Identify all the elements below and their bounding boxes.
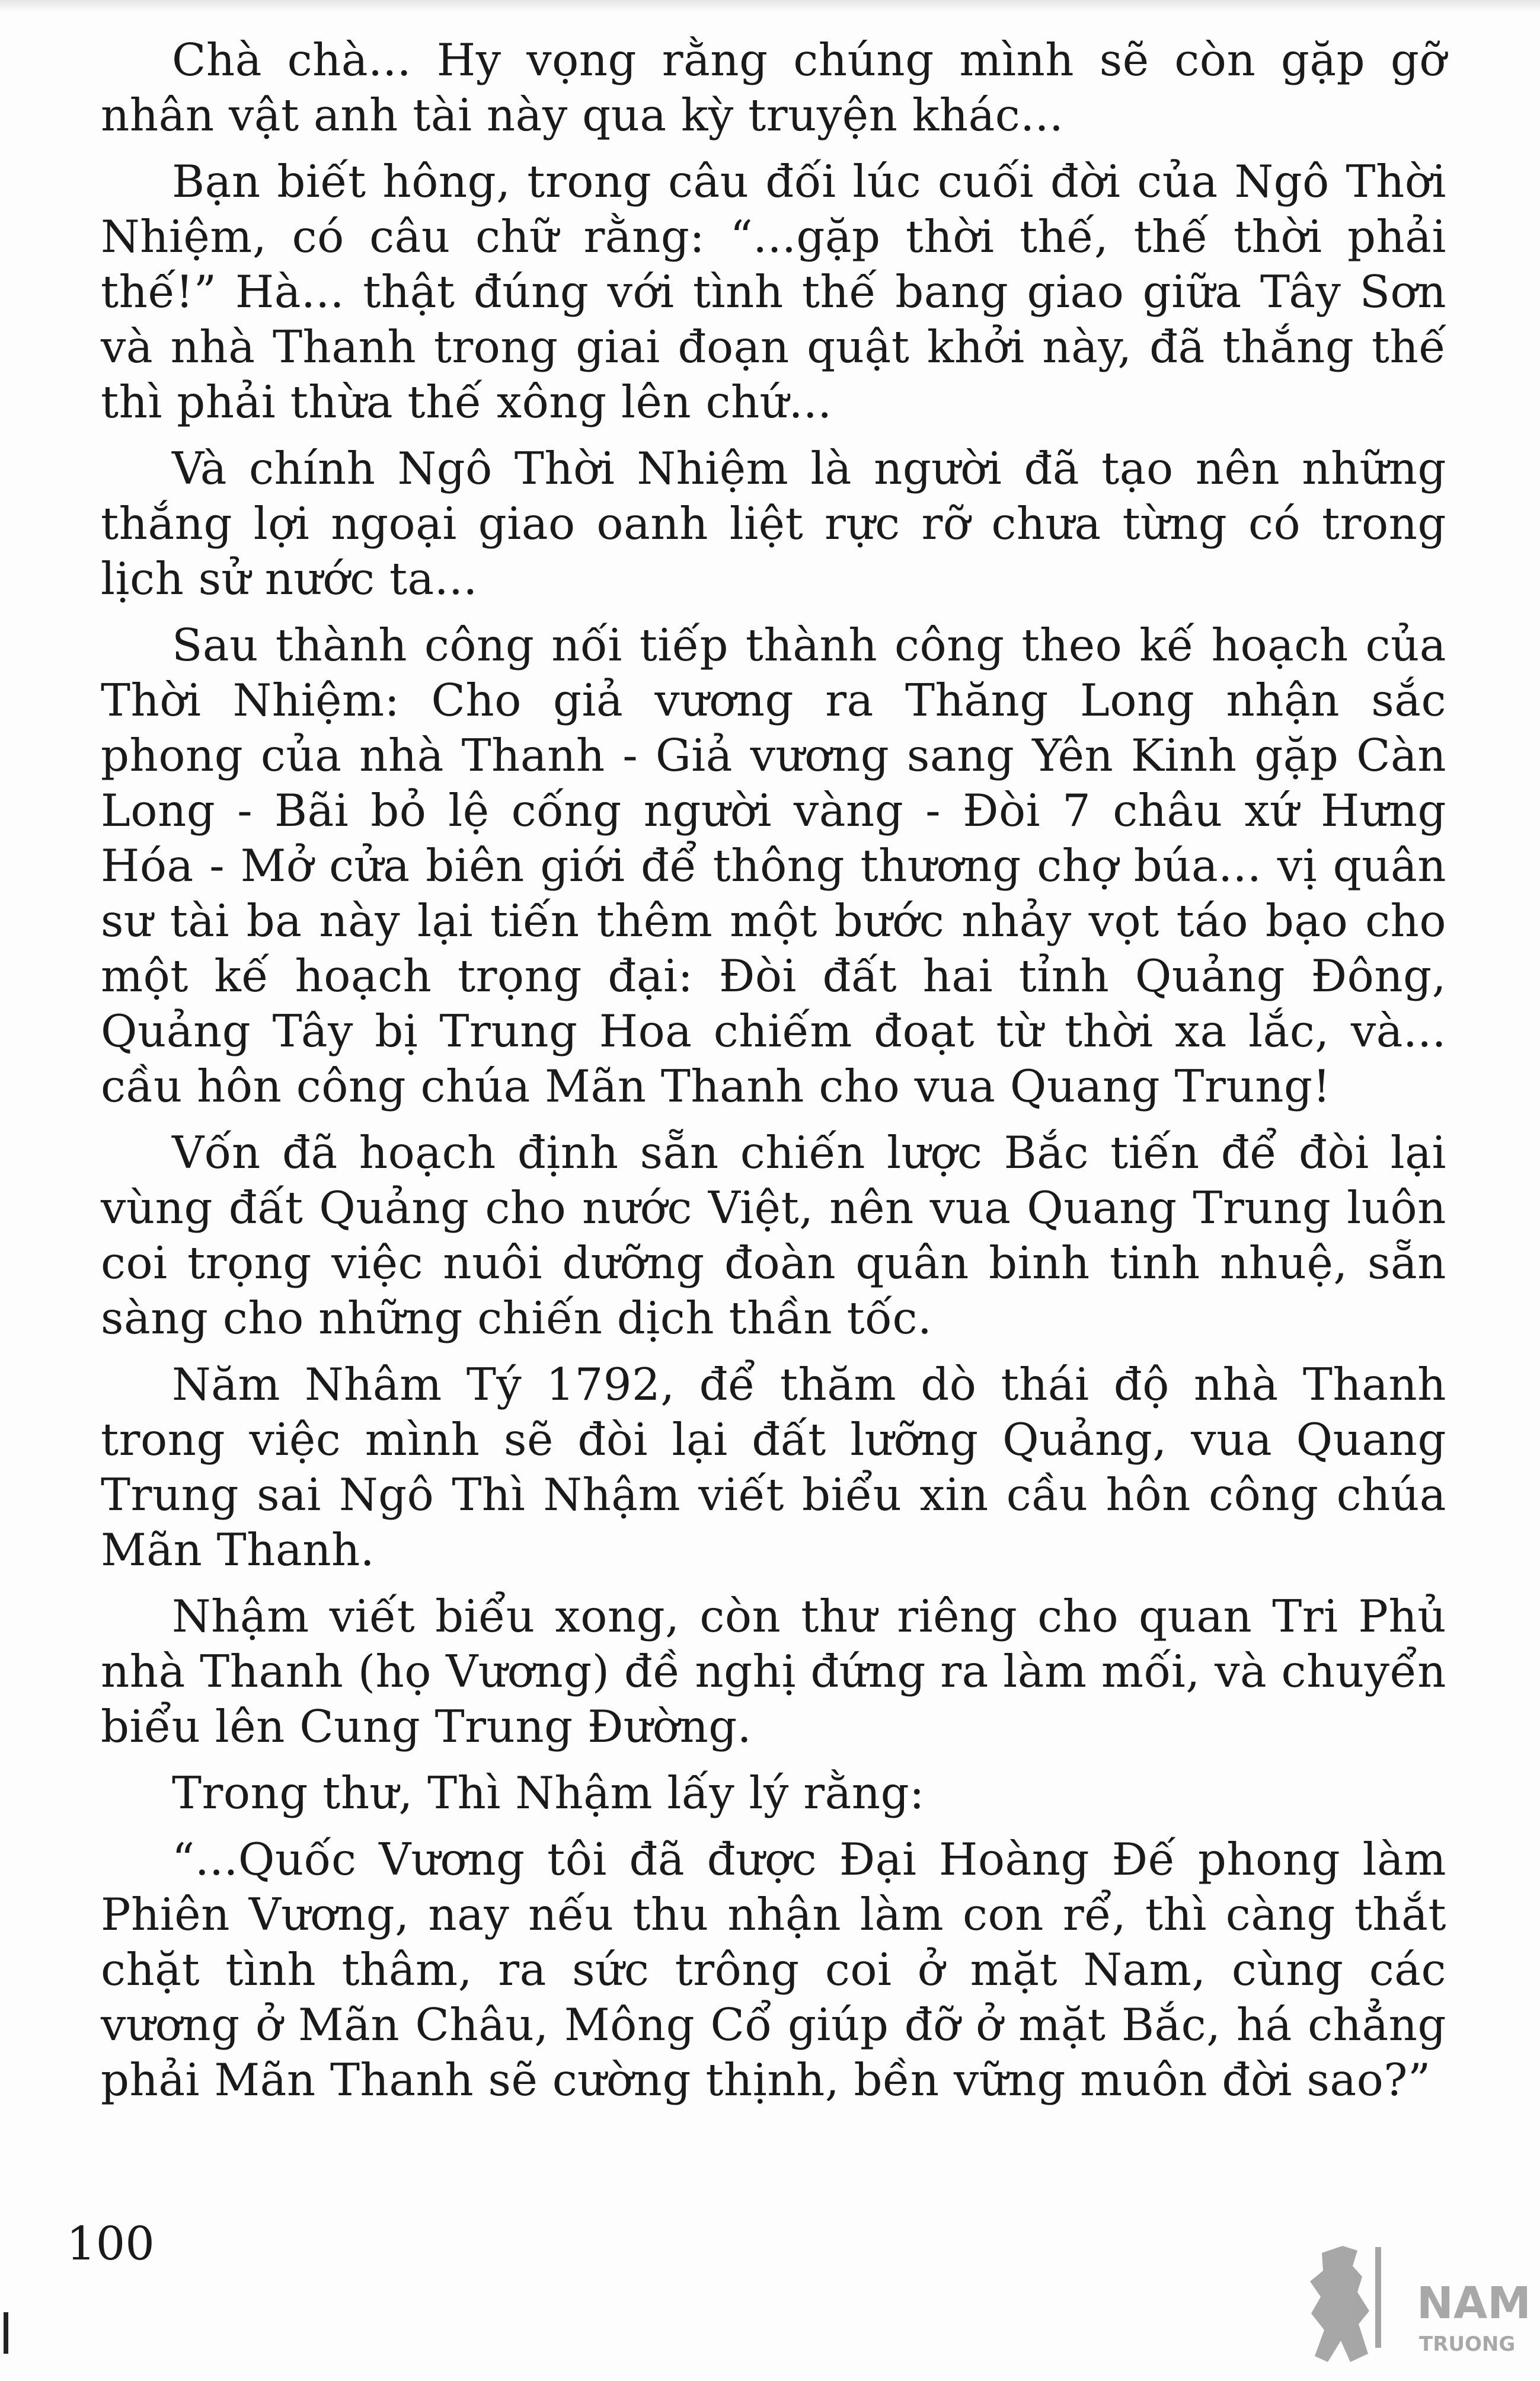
page-top-edge bbox=[0, 0, 1540, 13]
body-text bbox=[101, 33, 1446, 2119]
paragraph-6: Năm Nhâm Tý 1792, để thăm dò thái độ nhà Thanh trong việc mình sẽ đòi lại đất lưỡng Quảng, vua Quang Trung sai Ngô Thì Nhậm viết biểu xin cầu hôn công chúa Mãn Thanh. bbox=[101, 1358, 1446, 1576]
logo-subtext: TRUONG bbox=[1419, 2332, 1516, 2356]
paragraph-7: Nhậm viết biểu xong, còn thư riêng cho quan Tri Phủ nhà Thanh (họ Vương) đề nghị đứng ra làm mối, và chuyển biểu lên Cung Trung Đường. bbox=[101, 1590, 1446, 1753]
margin-mark bbox=[4, 2312, 8, 2354]
paragraph-2: Bạn biết hông, trong câu đối lúc cuối đời của Ngô Thời Nhiệm, có câu chữ rằng: “...gặp thời thế, thế thời phải thế!” Hà... thật đúng với tình thế bang giao giữa Tây Sơn và nhà Thanh trong giai đoạn quật khởi này, đã thắng thế thì phải thừa thế xông lên chứ... bbox=[101, 155, 1446, 428]
paragraph-9: “...Quốc Vương tôi đã được Đại Hoàng Đế phong làm Phiên Vương, nay nếu thu nhận làm con rể, thì càng thắt chặt tình thâm, ra sức trông coi ở mặt Nam, cùng các vương ở Mãn Châu, Mông Cổ giúp đỡ ở mặt Bắc, há chẳng phải Mãn Thanh sẽ cường thịnh, bền vững muôn đời sao?” bbox=[101, 1833, 1446, 2106]
paragraph-8: Trong thư, Thì Nhậm lấy lý rằng: bbox=[172, 1767, 925, 1819]
paragraph-1: Chà chà... Hy vọng rằng chúng mình sẽ còn gặp gỡ nhân vật anh tài này qua kỳ truyện khác... bbox=[101, 34, 1446, 141]
paragraph-5: Vốn đã hoạch định sẵn chiến lược Bắc tiến để đòi lại vùng đất Quảng cho nước Việt, nên vua Quang Trung luôn coi trọng việc nuôi dưỡng đoàn quân binh tinh nhuệ, sẵn sàng cho những chiến dịch thần tốc. bbox=[101, 1126, 1446, 1344]
soldier-silhouette-icon bbox=[1310, 2246, 1381, 2362]
paragraph-3: Và chính Ngô Thời Nhiệm là người đã tạo nên những thắng lợi ngoại giao oanh liệt rực rỡ chưa từng có trong lịch sử nước ta... bbox=[101, 442, 1446, 605]
logo-text: NAM bbox=[1417, 2278, 1531, 2329]
publisher-logo bbox=[1286, 2235, 1535, 2372]
page-number: 100 bbox=[66, 2217, 155, 2271]
paragraph-4: Sau thành công nối tiếp thành công theo kế hoạch của Thời Nhiệm: Cho giả vương ra Thăng Long nhận sắc phong của nhà Thanh - Giả vương sang Yên Kinh gặp Càn Long - Bãi bỏ lệ cống người vàng - Đòi 7 châu xứ Hưng Hóa - Mở cửa biên giới để thông thương chợ búa... vị quân sư tài ba này lại tiến thêm một bước nhảy vọt táo bạo cho một kế hoạch trọng đại: Đòi đất hai tỉnh Quảng Đông, Quảng Tây bị Trung Hoa chiếm đoạt từ thời xa lắc, và... cầu hôn công chúa Mãn Thanh cho vua Quang Trung! bbox=[101, 619, 1446, 1112]
